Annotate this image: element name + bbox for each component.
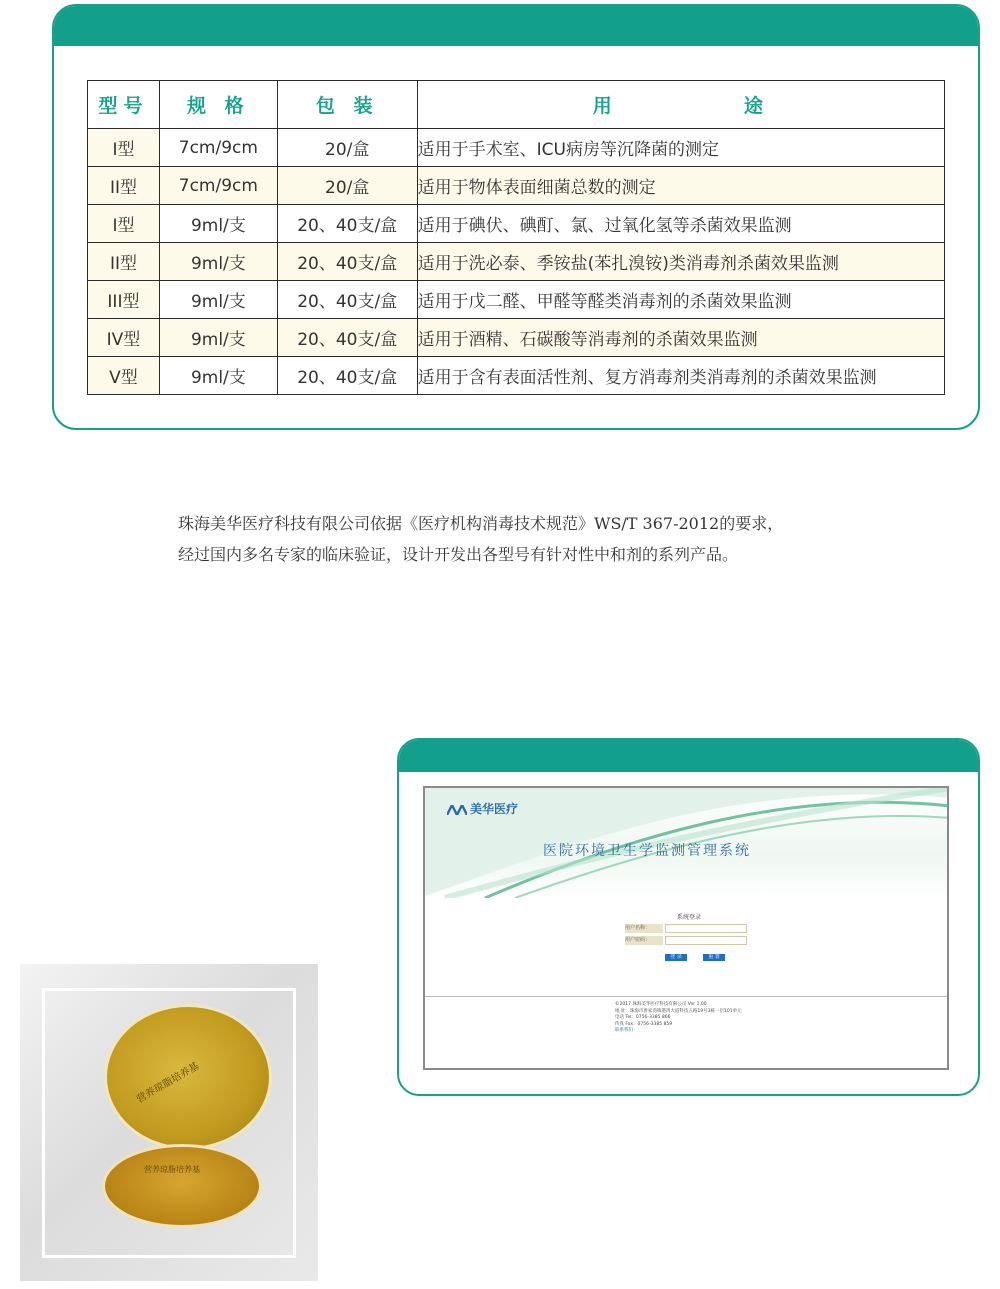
cell-model: II型 bbox=[88, 167, 160, 205]
card-header-band bbox=[54, 6, 978, 46]
cell-usage: 适用于洗必泰、季铵盐(苯扎溴铵)类消毒剂杀菌效果监测 bbox=[417, 243, 944, 281]
footer-address: 地 址：珠海市唐家湾镇港湾大道科技五路19号3栋一层101单元 bbox=[615, 1008, 742, 1014]
description-paragraph bbox=[178, 508, 898, 570]
footer-tel: 电话 Tel：0756-3385 866 bbox=[615, 1015, 671, 1020]
spec-table bbox=[87, 80, 945, 395]
table-row bbox=[88, 319, 945, 357]
cell-model: V型 bbox=[88, 357, 160, 395]
system-logo bbox=[447, 800, 518, 817]
cell-package: 20/盒 bbox=[277, 167, 417, 205]
cell-spec: 9ml/支 bbox=[159, 281, 277, 319]
cell-usage: 适用于物体表面细菌总数的测定 bbox=[417, 167, 944, 205]
cell-spec: 9ml/支 bbox=[159, 357, 277, 395]
petri-dish-photo bbox=[20, 964, 318, 1281]
cell-package: 20、40支/盒 bbox=[277, 357, 417, 395]
cell-package: 20/盒 bbox=[277, 129, 417, 167]
table-row bbox=[88, 357, 945, 395]
password-input[interactable] bbox=[665, 936, 747, 945]
login-button[interactable]: 登 录 bbox=[665, 954, 687, 961]
cell-model: II型 bbox=[88, 243, 160, 281]
username-input[interactable] bbox=[665, 924, 747, 933]
table-row bbox=[88, 281, 945, 319]
footer-divider bbox=[425, 996, 947, 997]
cell-spec: 7cm/9cm bbox=[159, 167, 277, 205]
cell-spec: 9ml/支 bbox=[159, 205, 277, 243]
system-header bbox=[425, 788, 947, 898]
description-line: 珠海美华医疗科技有限公司依据《医疗机构消毒技术规范》WS/T 367-2012的要求， bbox=[178, 514, 784, 533]
dish-label: 营养琼脂培养基 bbox=[134, 1060, 202, 1106]
reset-button[interactable]: 重 置 bbox=[703, 954, 725, 961]
table-row bbox=[88, 129, 945, 167]
card-header-band bbox=[399, 740, 978, 772]
cell-package: 20、40支/盒 bbox=[277, 205, 417, 243]
cell-spec: 9ml/支 bbox=[159, 243, 277, 281]
cell-package: 20、40支/盒 bbox=[277, 319, 417, 357]
system-card bbox=[397, 738, 980, 1096]
table-row bbox=[88, 243, 945, 281]
cell-model: III型 bbox=[88, 281, 160, 319]
system-screenshot bbox=[423, 786, 949, 1070]
logo-mark-icon bbox=[447, 805, 467, 815]
header-model: 型号 bbox=[88, 81, 160, 129]
table-row bbox=[88, 205, 945, 243]
username-label: 用户名称： bbox=[625, 924, 663, 933]
header-spec: 规 格 bbox=[159, 81, 277, 129]
header-usage: 用 途 bbox=[417, 81, 944, 129]
footer-copyright: ©2017 珠海美华医疗科技有限公司 Ver 1.00 bbox=[615, 1002, 707, 1007]
table-row bbox=[88, 167, 945, 205]
logo-text: 美华医疗 bbox=[470, 802, 519, 816]
petri-dish-base bbox=[102, 1144, 262, 1228]
cell-model: IV型 bbox=[88, 319, 160, 357]
username-row bbox=[625, 924, 769, 933]
password-label: 用户密码： bbox=[625, 936, 663, 945]
cell-model: I型 bbox=[88, 205, 160, 243]
cell-usage: 适用于酒精、石碳酸等消毒剂的杀菌效果监测 bbox=[417, 319, 944, 357]
dish-label: 营养琼脂培养基 bbox=[144, 1165, 200, 1174]
system-footer bbox=[615, 1002, 742, 1035]
table-header-row bbox=[88, 81, 945, 129]
spec-card bbox=[52, 4, 980, 430]
footer-fax: 传真 Fax：0756-3385 859 bbox=[615, 1021, 673, 1027]
cell-spec: 9ml/支 bbox=[159, 319, 277, 357]
login-title: 系统登录 bbox=[677, 914, 702, 921]
password-row bbox=[625, 936, 769, 945]
cell-package: 20、40支/盒 bbox=[277, 243, 417, 281]
system-title: 医院环境卫生学监测管理系统 bbox=[543, 843, 751, 859]
cell-usage: 适用于碘伏、碘酊、氯、过氧化氢等杀菌效果监测 bbox=[417, 205, 944, 243]
cell-spec: 7cm/9cm bbox=[159, 129, 277, 167]
header-package: 包 装 bbox=[277, 81, 417, 129]
cell-package: 20、40支/盒 bbox=[277, 281, 417, 319]
contact-link[interactable]: 联系我们 bbox=[615, 1028, 633, 1033]
cell-model: I型 bbox=[88, 129, 160, 167]
description-line: 经过国内多名专家的临床验证，设计开发出各型号有针对性中和剂的系列产品。 bbox=[178, 545, 739, 564]
cell-usage: 适用于戊二醛、甲醛等醛类消毒剂的杀菌效果监测 bbox=[417, 281, 944, 319]
login-form bbox=[625, 912, 769, 972]
cell-usage: 适用于手术室、ICU病房等沉降菌的测定 bbox=[417, 129, 944, 167]
cell-usage: 适用于含有表面活性剂、复方消毒剂类消毒剂的杀菌效果监测 bbox=[417, 357, 944, 395]
